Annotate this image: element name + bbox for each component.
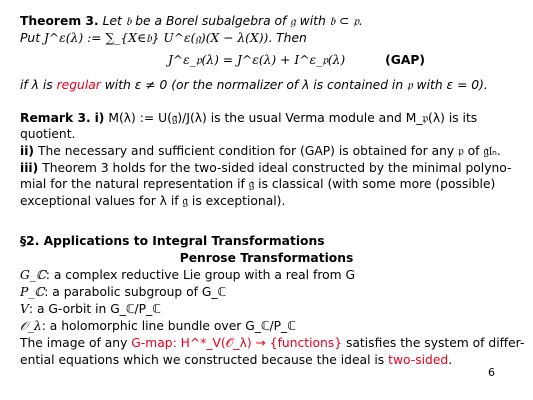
remark-i-label: i) (94, 111, 105, 125)
def-text: : a holomorphic line bundle over G_ℂ/P_ℂ (41, 319, 296, 333)
theorem-line4-b: with ε ≠ 0 (or the normalizer of λ is contained in 𝔭 with ε = 0). (104, 78, 488, 92)
remark-line-2 (20, 127, 515, 142)
remark-line-4 (20, 161, 515, 176)
remark-heading: Remark 3. (20, 111, 91, 125)
theorem-line-2 (20, 31, 515, 46)
remark-iii-text-1: Theorem 3 holds for the two-sided ideal constructed by the minimal polyno- (42, 161, 512, 175)
theorem-line2-lead: Put (20, 31, 41, 45)
section-heading: §2. Applications to Integral Transformations (20, 234, 325, 248)
theorem-display (0, 53, 533, 68)
section-last-line-2 (20, 353, 515, 368)
remark-iii-label: iii) (20, 161, 39, 175)
theorem-line2-formula: J^ε(λ) := ∑_{X∈𝔟} U^ε(𝔤)(X − λ(X)). (43, 31, 273, 45)
def-symbol: 𝒪_λ (20, 319, 42, 333)
section-last2-a: ential equations which we constructed because the ideal is (20, 353, 385, 367)
theorem-heading: Theorem 3. (20, 14, 99, 28)
remark-ii-label: ii) (20, 144, 35, 158)
section-last-a: The image of any (20, 336, 128, 350)
remark-line-3 (20, 144, 515, 159)
section-last-b: satisfies the system of differ- (345, 336, 525, 350)
theorem-display-formula: J^ε_𝔭(λ) = J^ε(λ) + I^ε_𝔭(λ) (167, 53, 346, 67)
remark-i-text-2: quotient. (20, 127, 76, 141)
theorem-display-tag: (GAP) (385, 53, 426, 67)
theorem-line4-a: if λ is (20, 78, 53, 92)
remark-line-5 (20, 177, 515, 192)
remark-line-1 (20, 111, 515, 126)
theorem-line-4 (20, 78, 515, 93)
remark-iii-text-3: exceptional values for λ if 𝔤 is exceptional). (20, 194, 286, 208)
page-number: 6 (488, 366, 495, 379)
def-row-0 (20, 268, 515, 283)
section-last-line-1 (20, 336, 525, 351)
remark-ii-text: The necessary and sufficient condition for (GAP) is obtained for any 𝔭 of 𝔤𝔩ₙ. (37, 144, 501, 158)
theorem-regular-word: regular (56, 78, 101, 92)
def-text: : a complex reductive Lie group with a real from G (45, 268, 356, 282)
def-row-2 (20, 302, 515, 317)
theorem-line-1 (20, 14, 515, 29)
section-subheading: Penrose Transformations (179, 251, 354, 265)
section-two-sided-red: two-sided (388, 353, 449, 367)
def-text: : a parabolic subgroup of G_ℂ (44, 285, 227, 299)
def-row-3 (20, 319, 515, 334)
def-text: : a G-orbit in G_ℂ/P_ℂ (28, 302, 161, 316)
remark-iii-text-2: mial for the natural representation if 𝔤 is classical (with some more (possible) (20, 177, 496, 191)
def-row-1 (20, 285, 515, 300)
def-symbol: V (20, 302, 29, 316)
theorem-line2-tail: Then (276, 31, 307, 45)
def-symbol: G_ℂ (20, 268, 46, 282)
section-last2-b: . (448, 353, 453, 367)
section-gmap-red: G-map: H^*_V(𝒪_λ) → {functions} (131, 336, 343, 350)
remark-i-text-1: M(λ) := U(𝔤)/J(λ) is the usual Verma module and M_𝔭(λ) is its (108, 111, 478, 125)
theorem-line1-text: Let 𝔟 be a Borel subalgebra of 𝔤 with 𝔟 ⊂ 𝔭. (102, 14, 363, 28)
def-symbol: P_ℂ (20, 285, 45, 299)
remark-line-6 (20, 194, 515, 209)
